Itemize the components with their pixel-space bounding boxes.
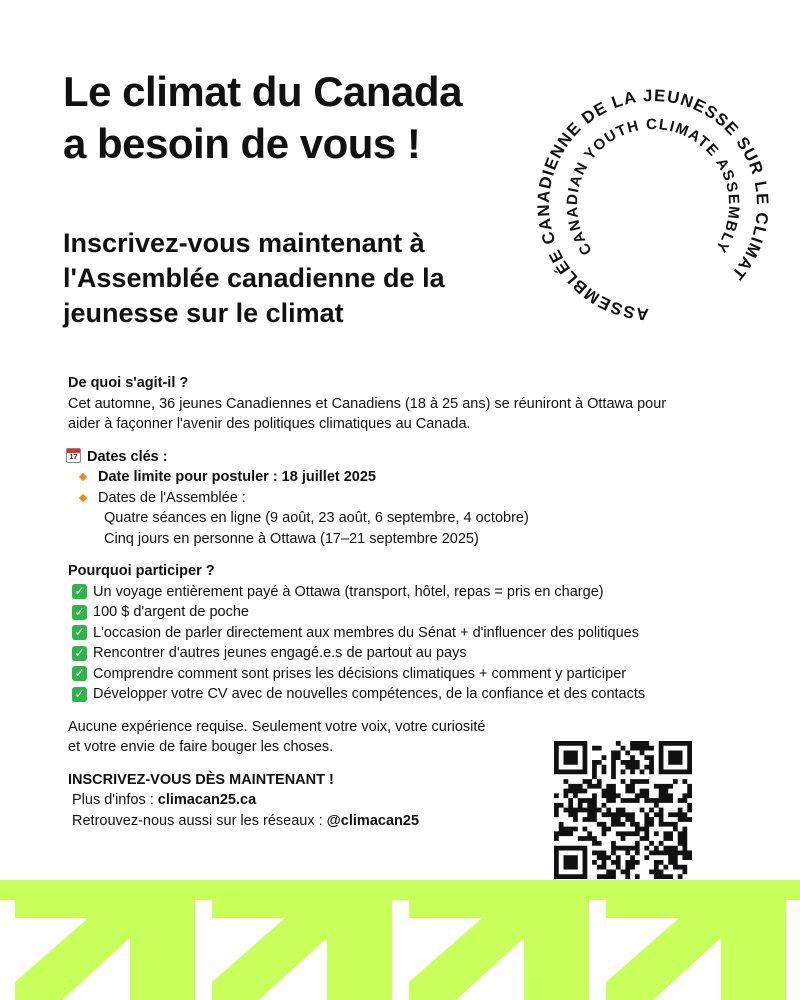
- assembly-seal-logo: [528, 80, 778, 330]
- date-bullet-deadline: [68, 467, 758, 488]
- benefit-item: [68, 623, 758, 644]
- arrow-icon: [409, 880, 589, 1000]
- cta-title: INSCRIVEZ-VOUS DÈS MAINTENANT !: [68, 771, 334, 788]
- about-line-1: Cet automne, 36 jeunes Canadiennes et Canadiens (18 à 25 ans) se réuniront à Ottawa pour: [68, 395, 667, 412]
- arrow-icon: [15, 880, 195, 1000]
- arrow-icon: [606, 880, 786, 1000]
- subheadline: [63, 226, 523, 331]
- svg-text:CANADIAN YOUTH CLIMATE ASSEMBL: [564, 116, 742, 258]
- headline-line-2: a besoin de vous !: [63, 120, 421, 167]
- check-icon: ✓: [72, 605, 87, 620]
- closing-line-1: Aucune expérience requise. Seulement votre voix, votre curiosité: [68, 718, 486, 735]
- assembly-dates-text: Dates de l'Assemblée :: [98, 489, 246, 506]
- social-handle-link[interactable]: @climacan25: [326, 812, 420, 829]
- date-bullet-assembly: [68, 488, 758, 509]
- closing-line-2: et votre envie de faire bouger les choses.: [68, 739, 334, 755]
- arrow-pattern-band: [0, 880, 800, 1000]
- check-icon: ✓: [72, 687, 87, 702]
- benefit-text: L'occasion de parler directement aux membres du Sénat + d'influencer des politiques: [93, 624, 639, 641]
- check-icon: ✓: [72, 646, 87, 661]
- deadline-text: Date limite pour postuler : 18 juillet 2025: [98, 469, 376, 485]
- diamond-bullet-icon: [79, 473, 87, 481]
- closing-note: [68, 717, 538, 758]
- social-label: Retrouvez-nous aussi sur les réseaux :: [72, 812, 327, 829]
- benefit-item: [68, 643, 758, 664]
- benefit-text: Rencontrer d'autres jeunes engagé.e.s de partout au pays: [93, 645, 467, 661]
- headline-line-1: Le climat du Canada: [63, 68, 462, 115]
- qr-code-modules: [554, 741, 692, 879]
- diamond-bullet-icon: [79, 494, 87, 502]
- subheadline-line-3: jeunesse sur le climat: [63, 298, 344, 328]
- about-question: De quoi s'agit-il ?: [68, 375, 189, 391]
- why-title: Pourquoi participer ?: [68, 563, 215, 579]
- info-label: Plus d'infos :: [72, 792, 158, 808]
- benefit-text: Comprendre comment sont prises les décisions climatiques + comment y participer: [93, 665, 627, 682]
- online-sessions-text: Quatre séances en ligne (9 août, 23 août, 6 septembre, 4 octobre): [104, 510, 529, 526]
- benefit-text: Développer votre CV avec de nouvelles compétences, de la confiance et des contacts: [93, 686, 646, 702]
- subheadline-line-2: l'Assemblée canadienne de la: [63, 263, 445, 293]
- about-section: [68, 373, 758, 435]
- website-link[interactable]: climacan25.ca: [157, 792, 257, 808]
- benefit-item: [68, 602, 758, 623]
- subheadline-line-1: Inscrivez-vous maintenant à: [63, 228, 425, 258]
- qr-code[interactable]: [548, 735, 698, 885]
- seal-outer-text: ASSEMBLÉE CANADIENNE DE LA JEUNESSE SUR LE CLIMAT: [533, 85, 773, 325]
- benefit-text: 100 $ d'argent de poche: [93, 604, 249, 620]
- benefit-item: [68, 582, 758, 603]
- benefit-text: Un voyage entièrement payé à Ottawa (transport, hôtel, repas = pris en charge): [93, 583, 604, 600]
- benefit-item: [68, 684, 758, 705]
- dates-heading: [66, 447, 758, 468]
- dates-section: [68, 447, 758, 550]
- in-person-days-text: Cinq jours en personne à Ottawa (17–21 septembre 2025): [104, 530, 479, 547]
- arrow-icon: [212, 880, 392, 1000]
- about-line-2: aider à façonner l'avenir des politiques climatiques au Canada.: [68, 416, 471, 432]
- check-icon: ✓: [72, 666, 87, 681]
- seal-inner-text: CANADIAN YOUTH CLIMATE ASSEMBLY: [563, 115, 743, 259]
- why-section: [68, 561, 758, 705]
- check-icon: ✓: [72, 625, 87, 640]
- benefit-item: [68, 664, 758, 685]
- headline: [63, 66, 533, 170]
- calendar-icon-number: 17: [69, 453, 78, 461]
- calendar-icon: [66, 448, 81, 463]
- check-icon: ✓: [72, 584, 87, 599]
- dates-title: Dates clés :: [87, 448, 168, 465]
